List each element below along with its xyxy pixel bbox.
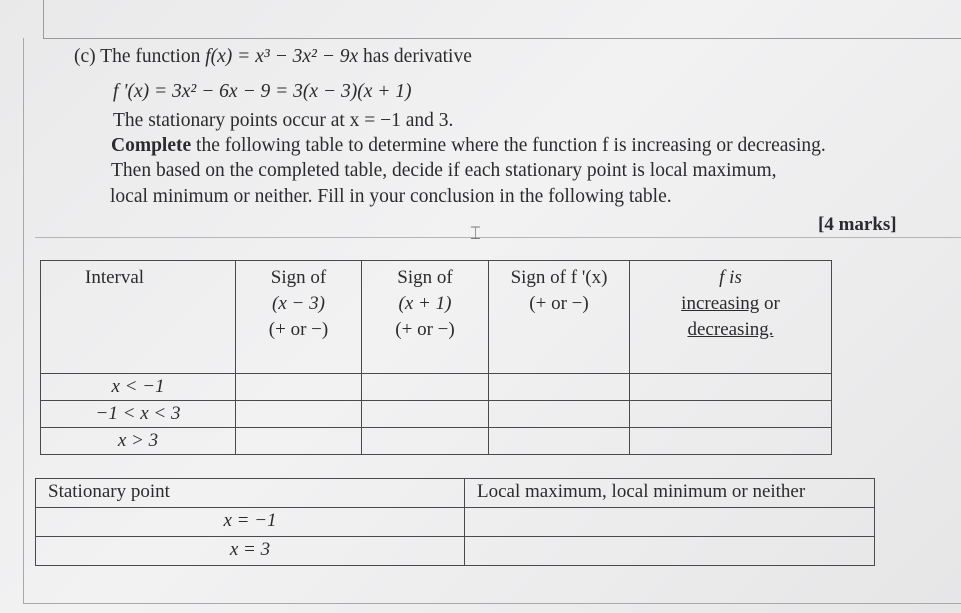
interval-cell: −1 < x < 3 [41, 401, 236, 428]
header-interval: Interval [41, 261, 236, 374]
function-expression: f(x) = x³ − 3x² − 9x [205, 46, 359, 67]
sign-x-plus-1-cell[interactable] [362, 428, 489, 455]
sign-derivative-cell[interactable] [489, 428, 630, 455]
stationary-point-cell: x = −1 [36, 508, 465, 537]
interval-cell: x < −1 [41, 374, 236, 401]
instruction-rest: the following table to determine where the function f is increasing or decreasing. [196, 135, 826, 156]
sign-derivative-cell[interactable] [489, 401, 630, 428]
page-frame-top [43, 0, 961, 39]
conclusion-cell[interactable] [465, 508, 875, 537]
sign-x-plus-1-cell[interactable] [362, 374, 489, 401]
sign-x-minus-3-cell[interactable] [236, 374, 362, 401]
sign-table [40, 260, 832, 455]
stationary-point-table [35, 478, 875, 566]
interval-cell: x > 3 [41, 428, 236, 455]
header-sign-x-minus-3: Sign of (x − 3) (+ or −) [236, 261, 362, 374]
table-row [41, 428, 832, 455]
stationary-point-cell: x = 3 [36, 537, 465, 566]
instruction-line-1 [111, 135, 826, 157]
instruction-line-3: local minimum or neither. Fill in your conclusion in the following table. [110, 186, 672, 207]
behaviour-cell[interactable] [630, 401, 832, 428]
behaviour-cell[interactable] [630, 374, 832, 401]
behaviour-cell[interactable] [630, 428, 832, 455]
conclusion-cell[interactable] [465, 537, 875, 566]
question-label: (c) The function [74, 46, 201, 67]
sign-derivative-cell[interactable] [489, 374, 630, 401]
page-frame-left [23, 38, 25, 603]
instruction-line-2: Then based on the completed table, decide if each stationary point is local maximum, [111, 160, 777, 181]
table-row [41, 374, 832, 401]
derivative-expression: f '(x) = 3x² − 6x − 9 = 3(x − 3)(x + 1) [113, 81, 412, 102]
header-conclusion: Local maximum, local minimum or neither [465, 479, 875, 508]
text-cursor-icon: ⌶ [470, 223, 481, 244]
header-sign-x-plus-1: Sign of (x + 1) (+ or −) [362, 261, 489, 374]
table-row [41, 401, 832, 428]
header-sign-derivative: Sign of f '(x) (+ or −) [489, 261, 630, 374]
sign-table-header [41, 261, 832, 374]
marks-label: [4 marks] [818, 214, 897, 235]
page-frame-bottom [23, 603, 961, 605]
has-derivative-text: has derivative [363, 46, 472, 67]
table-row [36, 508, 875, 537]
sign-x-minus-3-cell[interactable] [236, 428, 362, 455]
sign-x-plus-1-cell[interactable] [362, 401, 489, 428]
table-row [36, 537, 875, 566]
header-f-behaviour: f is increasing or decreasing. [630, 261, 832, 374]
stationary-table-header [36, 479, 875, 508]
sign-x-minus-3-cell[interactable] [236, 401, 362, 428]
header-stationary-point: Stationary point [36, 479, 465, 508]
section-divider [35, 237, 961, 238]
instruction-bold: Complete [111, 135, 192, 156]
question-intro [74, 46, 472, 68]
stationary-points-text: The stationary points occur at x = −1 and 3. [113, 110, 454, 131]
